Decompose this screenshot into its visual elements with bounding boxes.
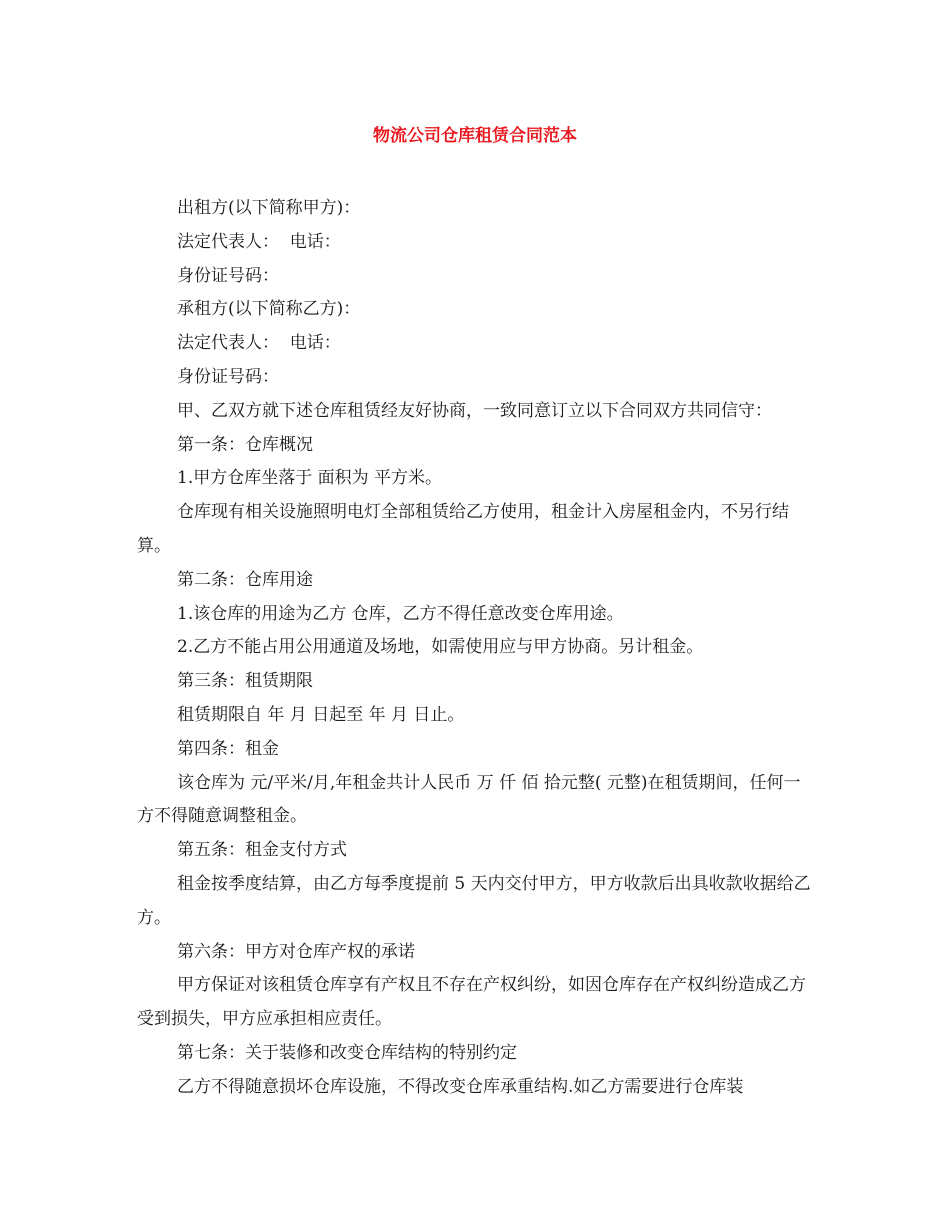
document-title: 物流公司仓库租赁合同范本	[373, 126, 577, 146]
paragraph: 甲、乙双方就下述仓库租赁经友好协商，一致同意订立以下合同双方共同信守：	[177, 400, 772, 421]
paragraph: 2.乙方不能占用公用通道及场地，如需使用应与甲方协商。另计租金。	[177, 637, 704, 658]
document-body	[137, 192, 817, 1105]
article-heading: 第五条：租金支付方式	[177, 840, 347, 861]
paragraph: 1.该仓库的用途为乙方 仓库，乙方不得任意改变仓库用途。	[177, 603, 624, 624]
paragraph: 身份证号码：	[177, 265, 279, 286]
paragraph: 乙方不得随意损坏仓库设施，不得改变仓库承重结构.如乙方需要进行仓库装	[177, 1076, 744, 1097]
article-heading: 第二条：仓库用途	[177, 569, 313, 590]
article-heading: 第七条：关于装修和改变仓库结构的特别约定	[177, 1042, 517, 1063]
paragraph: 甲方保证对该租赁仓库享有产权且不存在产权纠纷，如因仓库存在产权纠纷造成乙方受到损失，甲方应承担相应责任。	[137, 975, 806, 1030]
article-heading: 第三条：租赁期限	[177, 671, 313, 692]
paragraph: 法定代表人： 电话：	[177, 231, 341, 252]
paragraph: 仓库现有相关设施照明电灯全部租赁给乙方使用，租金计入房屋租金内，不另行结算。	[137, 502, 789, 556]
paragraph: 1.甲方仓库坐落于 面积为 平方米。	[177, 468, 443, 489]
article-heading: 第四条：租金	[177, 738, 279, 759]
paragraph: 身份证号码：	[177, 366, 279, 387]
article-heading: 第一条：仓库概况	[177, 434, 313, 455]
paragraph: 租赁期限自 年 月 日起至 年 月 日止。	[177, 704, 465, 725]
paragraph: 承租方(以下简称乙方)：	[177, 299, 361, 320]
paragraph: 法定代表人： 电话：	[177, 333, 341, 354]
paragraph: 租金按季度结算，由乙方每季度提前 5 天内交付甲方，甲方收款后出具收款收据给乙方。	[137, 873, 811, 928]
paragraph: 该仓库为 元/平米/月,年租金共计人民币 万 仟 佰 拾元整( 元整)在租赁期间，任何一方不得随意调整租金。	[137, 772, 801, 827]
paragraph: 出租方(以下简称甲方)：	[177, 198, 361, 218]
article-heading: 第六条：甲方对仓库产权的承诺	[177, 941, 415, 962]
